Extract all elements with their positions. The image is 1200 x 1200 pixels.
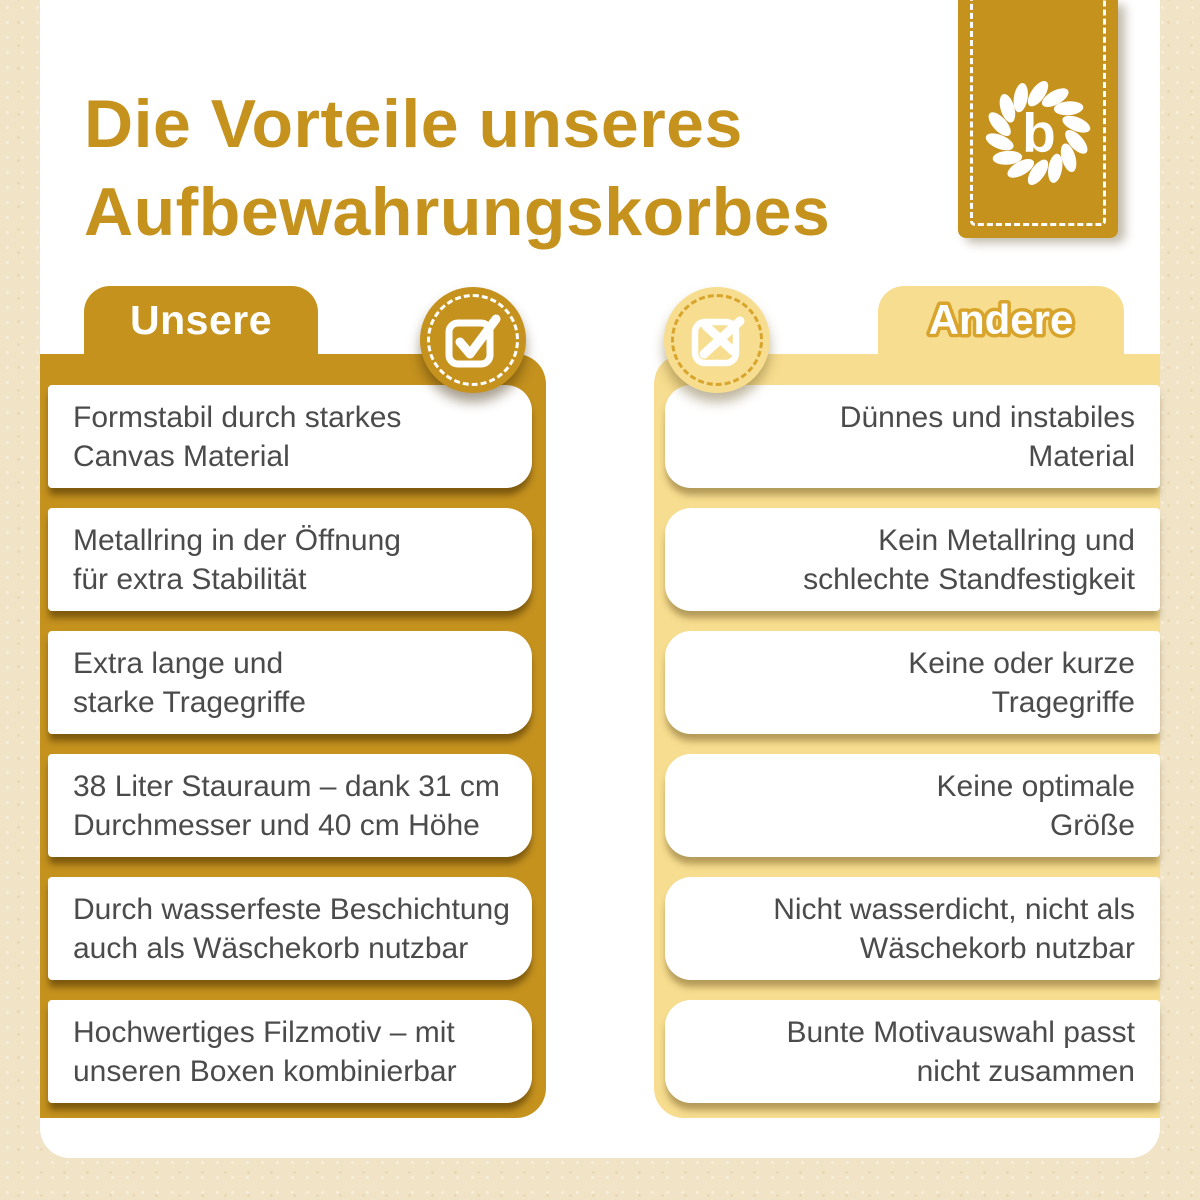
advantage-item [48, 877, 532, 980]
advantage-item [48, 1000, 532, 1103]
drawback-line: Keine oder kurze [908, 646, 1135, 680]
advantage-line: für extra Stabilität [73, 562, 307, 596]
sunflower-logo-icon [979, 74, 1097, 192]
advantage-line: Metallring in der Öffnung [73, 523, 401, 557]
advantage-line: Extra lange und [73, 646, 284, 680]
panel-others [654, 354, 1160, 1118]
con-circle [664, 287, 770, 393]
tab-others-label: Andere [928, 296, 1074, 343]
advantage-item [48, 631, 532, 734]
brand-letter: b [1022, 101, 1056, 164]
advantage-item [48, 385, 532, 488]
drawback-line: schlechte Standfestigkeit [803, 562, 1135, 596]
drawback-line: Größe [1049, 808, 1135, 842]
page-title-line2: Aufbewahrungskorbes [84, 174, 831, 250]
drawback-item [665, 508, 1160, 611]
drawback-item [665, 385, 1160, 488]
tab-ours-label: Unsere [129, 296, 272, 343]
drawback-line: nicht zusammen [916, 1054, 1135, 1088]
checkbox-checked-icon [441, 308, 505, 372]
drawback-line: Wäschekorb nutzbar [859, 931, 1135, 965]
drawback-line: Kein Metallring und [878, 523, 1135, 557]
drawback-line: Dünnes und instabiles [839, 400, 1135, 434]
advantage-item [48, 754, 532, 857]
tab-others-label-svg [878, 286, 1124, 354]
drawback-item [665, 754, 1160, 857]
drawback-item [665, 877, 1160, 980]
brand-badge [958, 0, 1118, 238]
drawback-item [665, 631, 1160, 734]
page-title-line1: Die Vorteile unseres [84, 86, 743, 162]
advantage-line: 38 Liter Stauraum – dank 31 cm [73, 769, 500, 803]
advantage-line: Hochwertiges Filzmotiv – mit [73, 1015, 455, 1049]
advantage-line: Formstabil durch starkes [73, 400, 402, 434]
pro-circle [420, 287, 526, 393]
advantage-line: Canvas Material [73, 439, 290, 473]
drawback-line: Tragegriffe [991, 685, 1135, 719]
advantage-item [48, 508, 532, 611]
checkbox-crossed-icon [685, 308, 749, 372]
advantage-line: unseren Boxen kombinierbar [73, 1054, 457, 1088]
drawback-line: Bunte Motivauswahl passt [786, 1015, 1135, 1049]
advantage-line: Durchmesser und 40 cm Höhe [73, 808, 480, 842]
tab-ours [84, 286, 318, 354]
advantage-line: starke Tragegriffe [73, 685, 306, 719]
drawback-line: Keine optimale [936, 769, 1135, 803]
page-title [84, 80, 984, 256]
advantage-line: auch als Wäschekorb nutzbar [73, 931, 469, 965]
panel-ours [40, 354, 546, 1118]
advantage-line: Durch wasserfeste Beschichtung [73, 892, 510, 926]
drawback-line: Material [1028, 439, 1135, 473]
drawback-line: Nicht wasserdicht, nicht als [773, 892, 1135, 926]
tab-others [878, 286, 1124, 354]
drawback-item [665, 1000, 1160, 1103]
